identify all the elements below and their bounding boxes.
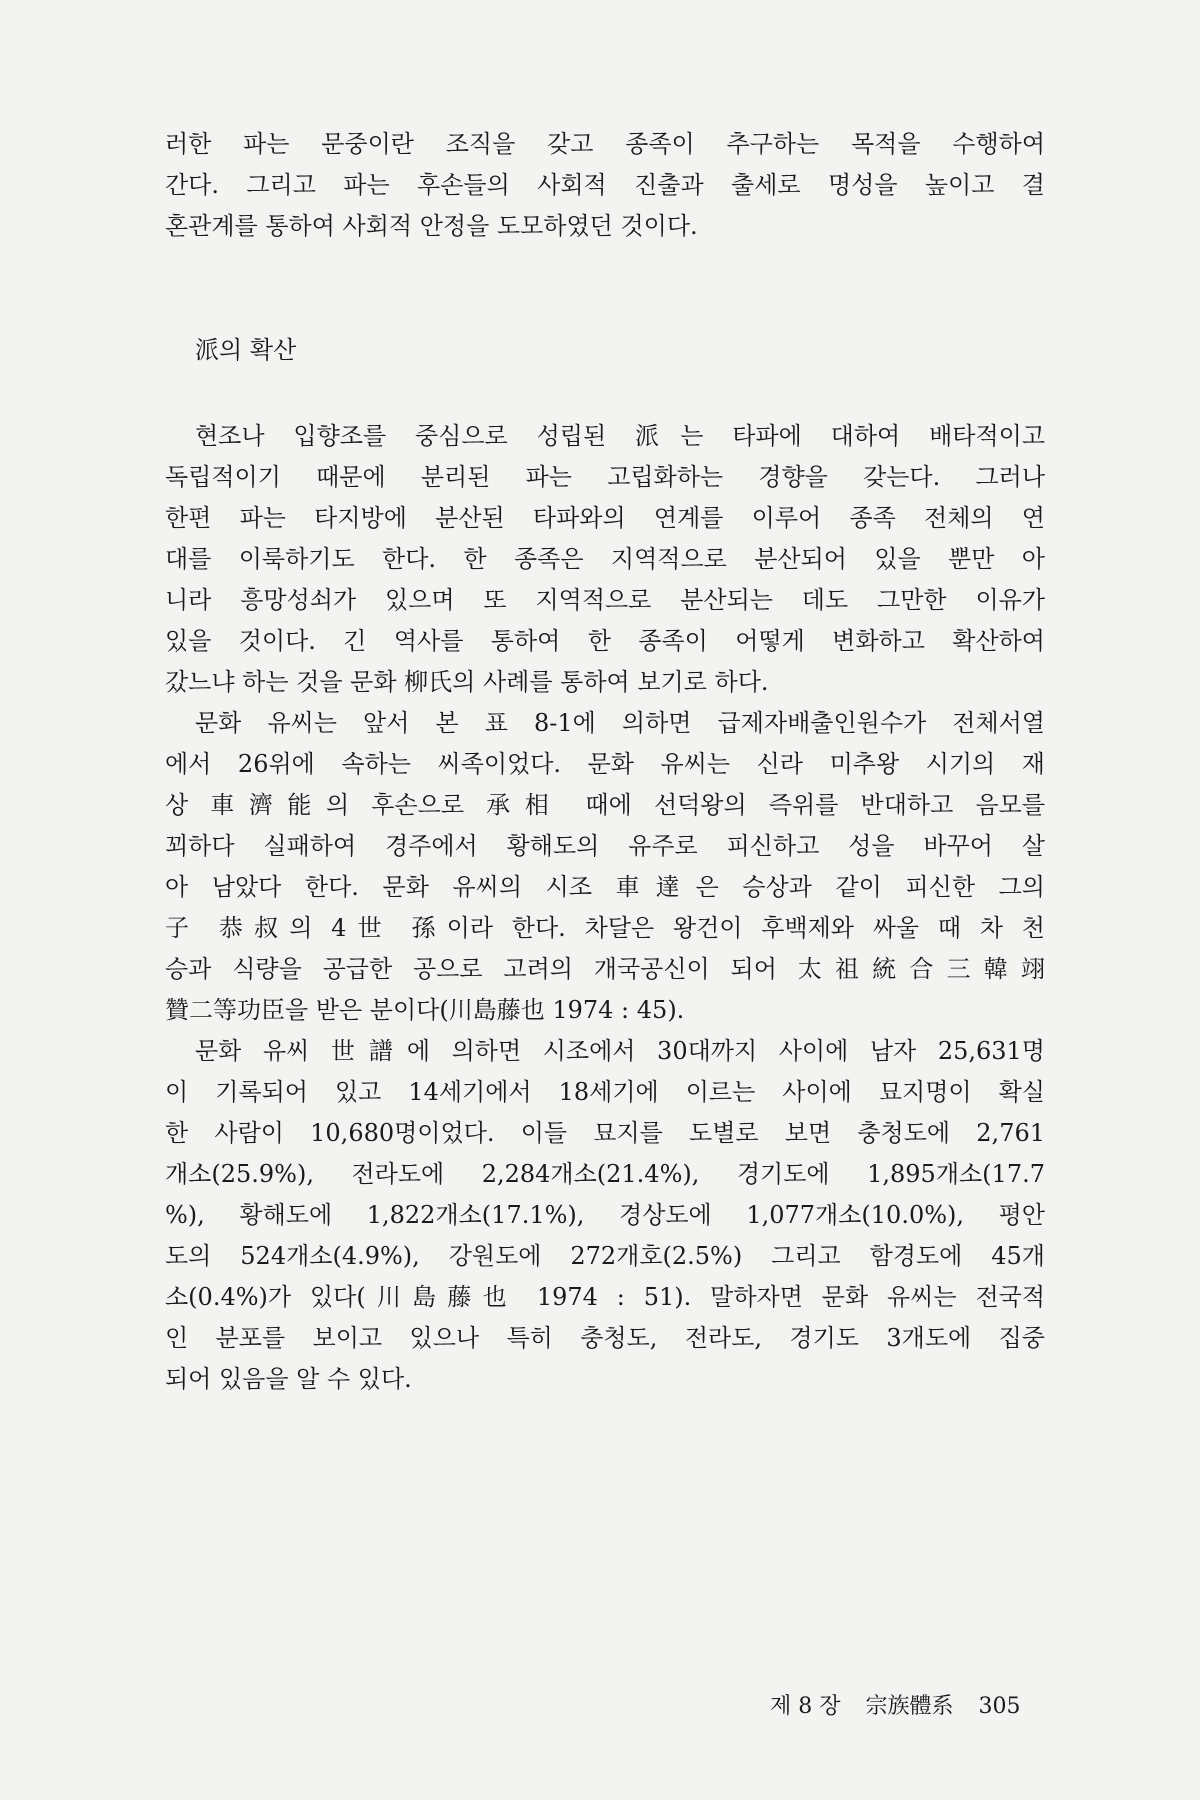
text-line: 이 기록되어 있고 14세기에서 18세기에 이르는 사이에 묘지명이 확실 xyxy=(165,1078,1045,1106)
text-line: 에서 26위에 속하는 씨족이었다. 문화 유씨는 신라 미추왕 시기의 재 xyxy=(165,750,1045,778)
text-line: %), 황해도에 1,822개소(17.1%), 경상도에 1,077개소(10.0%), 평안 xyxy=(165,1201,1045,1229)
text-line: 한편 파는 타지방에 분산된 타파와의 연계를 이루어 종족 전체의 연 xyxy=(165,504,1045,532)
text-line: 현조나 입향조를 중심으로 성립된 派는 타파에 대하여 배타적이고 xyxy=(195,422,1045,450)
text-line: 러한 파는 문중이란 조직을 갖고 종족이 추구하는 목적을 수행하여 xyxy=(165,130,1045,158)
paragraph-intro xyxy=(165,124,1045,247)
text-line: 꾀하다 실패하여 경주에서 황해도의 유주로 피신하고 성을 바꾸어 살 xyxy=(165,832,1045,860)
text-line: 되어 있음을 알 수 있다. xyxy=(165,1365,412,1393)
text-line: 간다. 그리고 파는 후손들의 사회적 진출과 출세로 명성을 높이고 결 xyxy=(165,171,1045,199)
section-heading: 派의 확산 xyxy=(195,336,297,364)
text-line: 한 사람이 10,680명이었다. 이들 묘지를 도별로 보면 충청도에 2,761 xyxy=(165,1119,1045,1147)
text-line: 승과 식량을 공급한 공으로 고려의 개국공신이 되어 太祖統合三韓翊 xyxy=(165,955,1045,983)
text-line: 개소(25.9%), 전라도에 2,284개소(21.4%), 경기도에 1,895개소(17.7 xyxy=(165,1160,1045,1188)
text-line: 소(0.4%)가 있다(川島藤也 1974 : 51). 말하자면 문화 유씨는 전국적 xyxy=(165,1283,1045,1311)
paragraph-body xyxy=(165,416,1045,1400)
text-line: 贊二等功臣을 받은 분이다(川島藤也 1974 : 45). xyxy=(165,996,685,1024)
text-line: 혼관계를 통하여 사회적 안정을 도모하였던 것이다. xyxy=(165,212,698,240)
text-line: 도의 524개소(4.9%), 강원도에 272개호(2.5%) 그리고 함경도에 45개 xyxy=(165,1242,1045,1270)
text-line: 인 분포를 보이고 있으나 특히 충청도, 전라도, 경기도 3개도에 집중 xyxy=(165,1324,1045,1352)
page-footer xyxy=(770,1692,1021,1722)
chapter-label: 제 8 장 xyxy=(770,1694,841,1719)
text-line: 상 車濟能의 후손으로 承相 때에 선덕왕의 즉위를 반대하고 음모를 xyxy=(165,791,1045,819)
chapter-title: 宗族體系 xyxy=(865,1694,954,1719)
text-line: 갔느냐 하는 것을 문화 柳氏의 사례를 통하여 보기로 하다. xyxy=(165,668,769,696)
text-line: 대를 이룩하기도 한다. 한 종족은 지역적으로 분산되어 있을 뿐만 아 xyxy=(165,545,1045,573)
text-line: 문화 유씨는 앞서 본 표 8-1에 의하면 급제자배출인원수가 전체서열 xyxy=(195,709,1045,737)
text-line: 니라 흥망성쇠가 있으며 또 지역적으로 분산되는 데도 그만한 이유가 xyxy=(165,586,1045,614)
text-line: 있을 것이다. 긴 역사를 통하여 한 종족이 어떻게 변화하고 확산하여 xyxy=(165,627,1045,655)
text-line: 문화 유씨 世譜에 의하면 시조에서 30대까지 사이에 남자 25,631명 xyxy=(195,1037,1045,1065)
text-line: 독립적이기 때문에 분리된 파는 고립화하는 경향을 갖는다. 그러나 xyxy=(165,463,1045,491)
text-line: 子 恭叔의 4世 孫이라 한다. 차달은 왕건이 후백제와 싸울 때 차 천 xyxy=(165,914,1045,942)
page-number: 305 xyxy=(978,1694,1021,1719)
text-line: 아 남았다 한다. 문화 유씨의 시조 車達은 승상과 같이 피신한 그의 xyxy=(165,873,1045,901)
